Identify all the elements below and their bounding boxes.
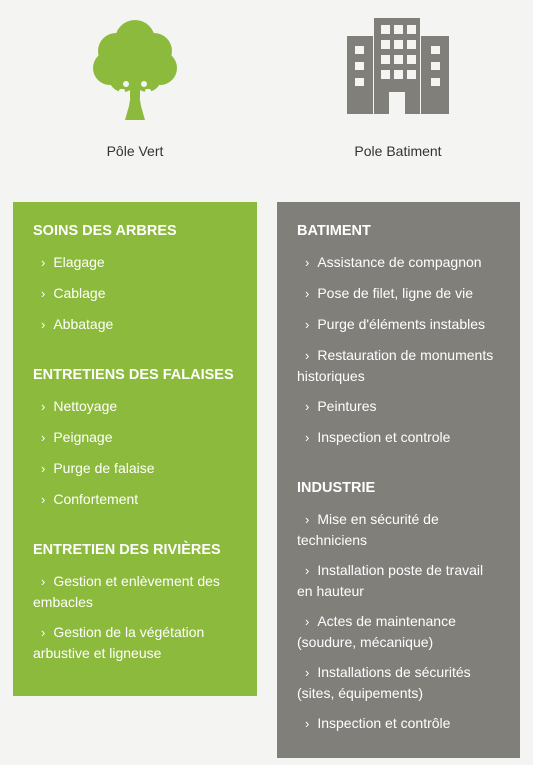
- service-list: [297, 509, 500, 734]
- building-icon: [278, 18, 518, 118]
- tree-icon: [15, 18, 255, 118]
- pole-vert-panel: [13, 202, 257, 696]
- service-link-nettoyage[interactable]: [33, 396, 237, 417]
- chevron-right-icon: ›: [41, 399, 46, 414]
- section-title-entretien-des-rivieres: ENTRETIEN DES RIVIÈRES: [33, 542, 221, 558]
- service-label: Pose de filet, ligne de vie: [317, 285, 473, 301]
- service-link-actes-de-maintenance-soudure-mecanique[interactable]: [297, 611, 500, 652]
- service-link-installation-poste-de-travail-en-hauteur[interactable]: [297, 560, 500, 601]
- service-link-elagage[interactable]: [33, 252, 237, 273]
- service-link-mise-en-securite-de-techniciens[interactable]: [297, 509, 500, 550]
- service-label: Gestion de la végétation arbustive et ligneuse: [33, 624, 205, 661]
- service-label: Peintures: [317, 398, 377, 414]
- service-link-assistance-de-compagnon[interactable]: [297, 252, 500, 273]
- chevron-right-icon: ›: [305, 348, 310, 363]
- chevron-right-icon: ›: [305, 430, 310, 445]
- chevron-right-icon: ›: [41, 492, 46, 507]
- chevron-right-icon: ›: [305, 286, 310, 301]
- chevron-right-icon: ›: [41, 461, 46, 476]
- service-label: Inspection et contrôle: [317, 715, 451, 731]
- service-list: [297, 252, 500, 448]
- service-link-confortement[interactable]: [33, 489, 237, 510]
- service-link-abbatage[interactable]: [33, 314, 237, 335]
- section-title-batiment: BATIMENT: [297, 223, 371, 239]
- section-title-industrie: INDUSTRIE: [297, 480, 376, 496]
- chevron-right-icon: ›: [305, 399, 310, 414]
- service-label: Assistance de compagnon: [317, 254, 482, 270]
- service-label: Gestion et enlèvement des embacles: [33, 573, 220, 610]
- service-link-inspection-et-controle[interactable]: [297, 427, 500, 448]
- service-link-peintures[interactable]: [297, 396, 500, 417]
- service-label: Abbatage: [53, 316, 114, 332]
- service-label: Inspection et controle: [317, 429, 451, 445]
- service-label: Nettoyage: [53, 398, 118, 414]
- section-spacer: [33, 345, 237, 366]
- section-title-soins-des-arbres: SOINS DES ARBRES: [33, 223, 177, 239]
- service-list: [33, 396, 237, 510]
- service-label: Peignage: [53, 429, 113, 445]
- service-label: Purge d'éléments instables: [317, 316, 486, 332]
- section-title-entretiens-des-falaises: ENTRETIENS DES FALAISES: [33, 367, 234, 383]
- service-link-installations-de-securites-sites-equipements[interactable]: [297, 662, 500, 703]
- chevron-right-icon: ›: [41, 286, 46, 301]
- service-link-inspection-et-controle[interactable]: [297, 713, 500, 734]
- service-link-pose-de-filet-ligne-de-vie[interactable]: [297, 283, 500, 304]
- service-label: Actes de maintenance (soudure, mécanique): [297, 613, 456, 650]
- chevron-right-icon: ›: [305, 614, 310, 629]
- service-label: Cablage: [53, 285, 106, 301]
- chevron-right-icon: ›: [41, 430, 46, 445]
- service-label: Installation poste de travail en hauteur: [297, 562, 484, 599]
- pole-batiment-panel: [277, 202, 520, 758]
- service-link-peignage[interactable]: [33, 427, 237, 448]
- service-link-purge-de-falaise[interactable]: [33, 458, 237, 479]
- chevron-right-icon: ›: [305, 512, 310, 527]
- service-link-gestion-de-la-vegetation-arbustive-et-ligneuse[interactable]: [33, 622, 237, 663]
- service-link-gestion-et-enlevement-des-embacles[interactable]: [33, 571, 237, 612]
- service-label: Purge de falaise: [53, 460, 155, 476]
- chevron-right-icon: ›: [41, 574, 46, 589]
- service-link-cablage[interactable]: [33, 283, 237, 304]
- service-label: Confortement: [53, 491, 139, 507]
- service-list: [33, 252, 237, 335]
- service-label: Installations de sécurités (sites, équipements): [297, 664, 471, 701]
- pole-batiment-label: Pole Batiment: [354, 143, 442, 159]
- service-link-purge-d-elements-instables[interactable]: [297, 314, 500, 335]
- chevron-right-icon: ›: [41, 625, 46, 640]
- service-link-restauration-de-monuments-historiques[interactable]: [297, 345, 500, 386]
- service-label: Restauration de monuments historiques: [297, 347, 494, 384]
- pole-vert-label: Pôle Vert: [106, 143, 164, 159]
- service-label: Mise en sécurité de techniciens: [297, 511, 439, 548]
- service-list: [33, 571, 237, 663]
- chevron-right-icon: ›: [305, 716, 310, 731]
- section-spacer: [297, 458, 500, 479]
- service-label: Elagage: [53, 254, 105, 270]
- chevron-right-icon: ›: [41, 255, 46, 270]
- chevron-right-icon: ›: [305, 665, 310, 680]
- chevron-right-icon: ›: [305, 255, 310, 270]
- chevron-right-icon: ›: [305, 317, 310, 332]
- chevron-right-icon: ›: [305, 563, 310, 578]
- chevron-right-icon: ›: [41, 317, 46, 332]
- section-spacer: [33, 520, 237, 541]
